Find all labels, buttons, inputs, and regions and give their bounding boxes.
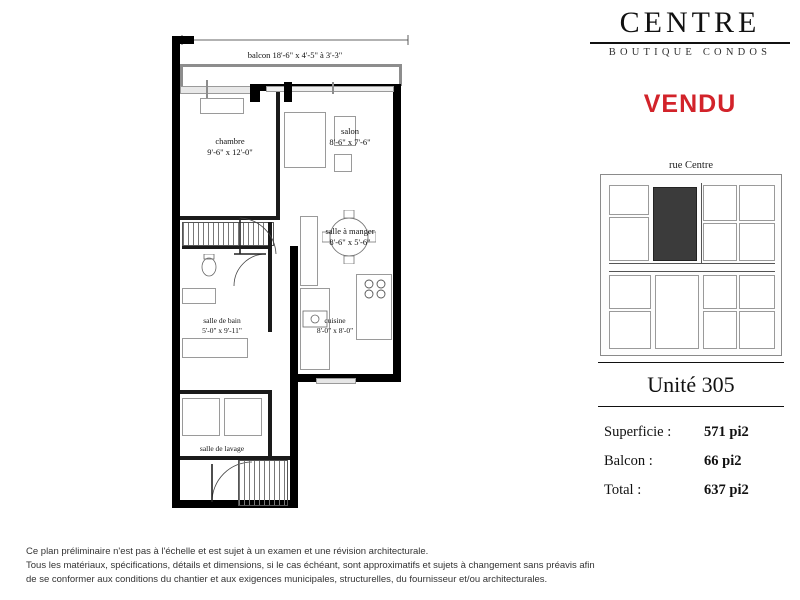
spec-row-balcon	[598, 447, 788, 476]
balcony-dimension-line	[180, 34, 410, 46]
salle-de-bain-dimension: 5'-0" x 9'-11"	[202, 326, 242, 335]
furniture-sofa	[200, 98, 244, 114]
keyplan-current-unit-highlight	[653, 187, 697, 261]
exterior-wall-top-left	[172, 36, 194, 44]
spec-row-total	[598, 476, 788, 505]
partition-chambre-salon	[276, 92, 280, 218]
disclaimer-line-3: de se conformer aux conditions du chantier et aux exigences municipales, structurelles, du fournisseur et/ou architecturales.	[26, 574, 548, 585]
keyplan-unit-bottom-5	[739, 275, 775, 309]
entry-closet-hatch	[238, 460, 288, 506]
wall-jamb-balcony	[250, 84, 260, 102]
unit-divider-bottom	[598, 406, 784, 407]
spec-label-total: Total :	[604, 482, 642, 498]
window-balcony-door	[180, 86, 258, 94]
unit-divider-top	[598, 362, 784, 363]
spec-value-superficie: 571 pi2	[704, 424, 749, 440]
balcony-rail	[180, 64, 402, 67]
exterior-wall-left-lower	[172, 332, 180, 508]
wall-kitchen-corridor	[284, 82, 292, 102]
room-label-salle-a-manger	[310, 226, 390, 248]
exterior-wall-right-upper	[393, 84, 401, 156]
washer	[182, 398, 220, 436]
brand-tagline: BOUTIQUE CONDOS	[608, 47, 772, 58]
room-label-chambre	[186, 136, 274, 158]
specs-list	[598, 418, 788, 505]
keyplan-unit-top-1	[609, 185, 649, 215]
keyplan-unit-top-4	[739, 185, 775, 221]
keyplan-unit-top-3	[703, 185, 737, 221]
door-bathroom	[232, 252, 268, 288]
disclaimer-line-1: Ce plan préliminaire n'est pas à l'échelle et est sujet à un examen et une révision architecturale.	[26, 546, 429, 557]
furniture-side-table	[334, 154, 352, 172]
chambre-name: chambre	[215, 136, 245, 146]
keyplan-corridor-h2	[609, 271, 775, 272]
door-chambre	[238, 216, 278, 256]
floor-plan	[150, 20, 440, 530]
chambre-dimension: 9'-6" x 12'-0"	[207, 147, 253, 157]
bathtub	[182, 338, 248, 358]
cuisine-dimension: 8'-0" x 8'-0"	[316, 326, 354, 335]
keyplan-unit-bottom-4	[703, 275, 737, 309]
toilet-icon	[200, 254, 218, 278]
keyplan-unit-top-2	[609, 217, 649, 261]
keyplan-unit-bottom-7	[739, 311, 775, 349]
keyplan-unit-bottom-6	[703, 311, 737, 349]
disclaimer	[26, 545, 726, 587]
room-label-cuisine	[300, 316, 370, 336]
salle-a-manger-name: salle à manger	[325, 226, 375, 236]
salon-dimension: 8'-6" x 7'-6"	[329, 137, 371, 147]
salle-a-manger-dimension: 8'-6" x 5'-6"	[329, 237, 371, 247]
stove-burners-icon	[362, 278, 388, 300]
key-plan	[600, 160, 782, 356]
cuisine-name: cuisine	[324, 316, 346, 325]
spec-label-balcon: Balcon :	[604, 453, 653, 469]
unit-title: Unité 305	[647, 372, 735, 397]
vanity-sink	[182, 288, 216, 304]
salle-de-bain-name: salle de bain	[203, 316, 241, 325]
spec-value-total: 637 pi2	[704, 482, 749, 498]
keyplan-unit-bottom-2	[609, 311, 651, 349]
room-label-salon	[318, 126, 382, 148]
kitchen-counter-left	[300, 216, 318, 286]
key-plan-diagram	[600, 174, 782, 356]
corridor-wall-right-lower	[290, 370, 298, 508]
status-badge: VENDU	[643, 90, 737, 118]
partition-laundry-right	[268, 390, 272, 460]
room-label-salle-de-lavage: salle de lavage	[199, 444, 245, 453]
keyplan-unit-bottom-3	[655, 275, 699, 349]
brand-divider	[590, 42, 790, 44]
window-corridor	[316, 378, 356, 384]
keyplan-divider-v	[701, 183, 702, 263]
partition-laundry-top	[180, 390, 272, 394]
brand-name: CENTRE	[619, 6, 761, 39]
window-mullion-right	[332, 82, 334, 94]
spec-value-balcon: 66 pi2	[704, 453, 742, 469]
room-label-salle-de-bain	[176, 316, 268, 336]
spec-label-superficie: Superficie :	[604, 424, 672, 440]
dryer	[224, 398, 262, 436]
keyplan-unit-bottom-1	[609, 275, 651, 309]
exterior-wall-right-mid	[393, 150, 401, 260]
wall-corridor-vertical	[290, 246, 298, 376]
spec-row-superficie	[598, 418, 788, 447]
balcony-dimension-label: balcon 18'-6" x 4'-5" à 3'-3"	[247, 50, 343, 60]
window-mullion-left	[206, 80, 208, 98]
exterior-wall-right-lower	[393, 256, 401, 381]
disclaimer-line-2: Tous les matériaux, spécifications, détails et dimensions, si le cas échéant, sont approximatifs et sujets à changement sans préavis afin	[26, 560, 595, 571]
exterior-wall-left-upper	[172, 36, 180, 242]
keyplan-unit-top-6	[739, 223, 775, 261]
keyplan-corridor-h	[609, 263, 775, 264]
salon-name: salon	[341, 126, 359, 136]
partition-entry-top	[180, 456, 290, 460]
key-plan-street-label: rue Centre	[668, 160, 714, 171]
keyplan-unit-top-5	[703, 223, 737, 261]
brand-logo	[590, 8, 790, 58]
balcony-rail-right	[399, 64, 402, 86]
